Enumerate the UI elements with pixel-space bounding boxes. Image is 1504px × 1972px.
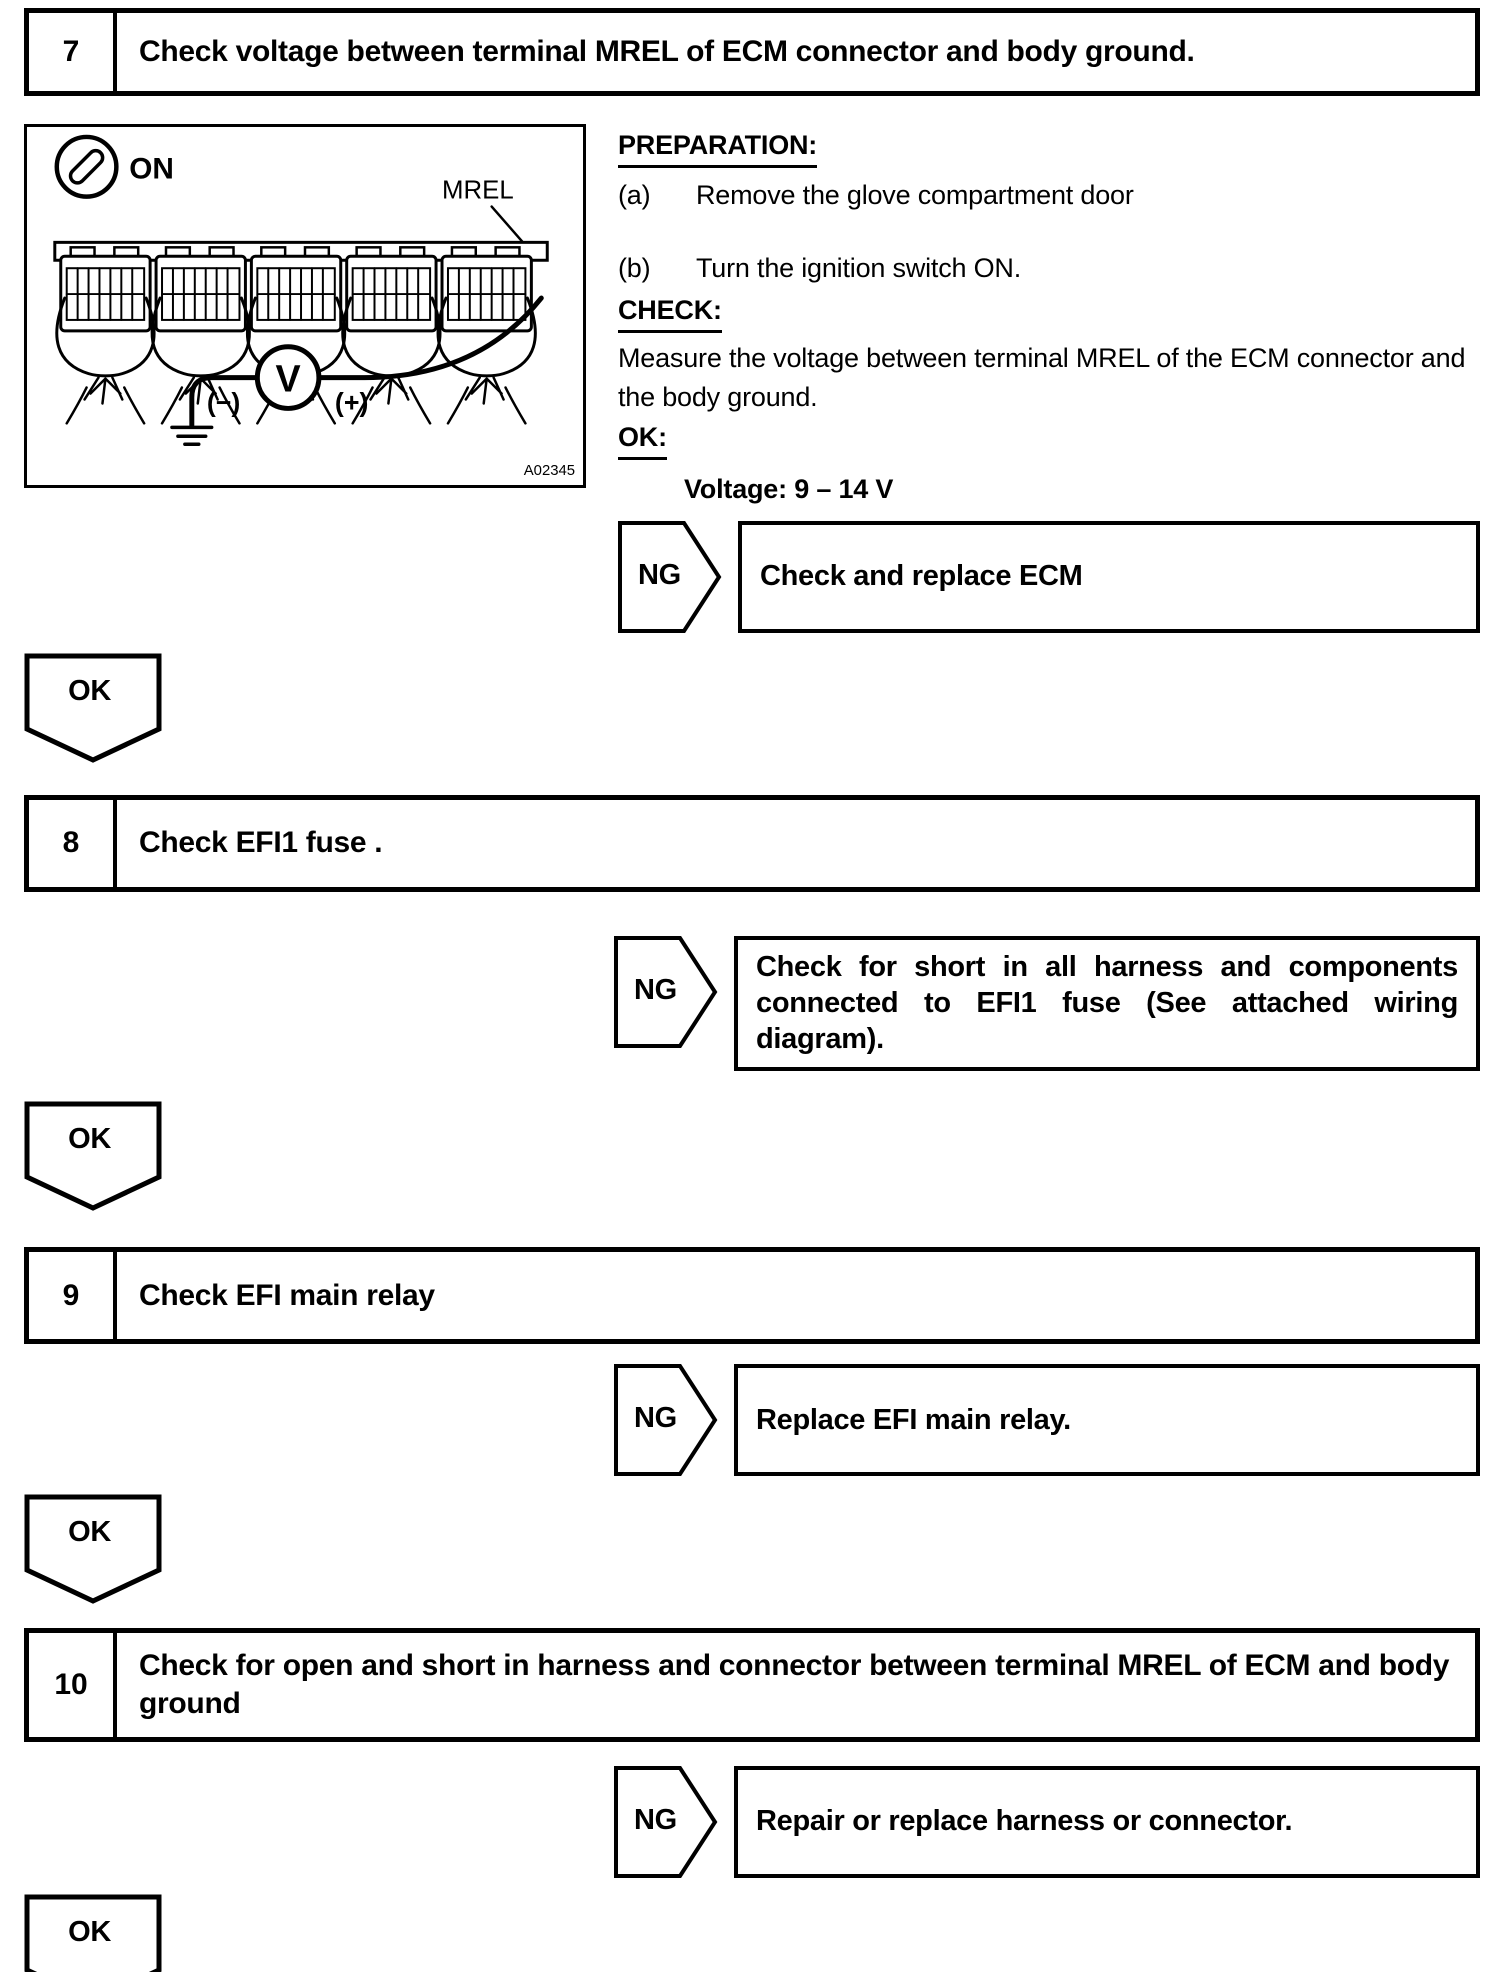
ok-label: OK: [68, 674, 112, 707]
ok-heading: OK:: [618, 418, 667, 460]
ng-branch-step-7: [618, 521, 1480, 633]
ok-arrow-tag: [24, 1101, 162, 1211]
ok-pentagon-icon: [24, 653, 162, 763]
step-10-header: [24, 1628, 1480, 1742]
step-title: Check for open and short in harness and connector between terminal MREL of ECM and body ground: [139, 1649, 1450, 1721]
ok-spec: Voltage: 9 – 14 V: [684, 474, 894, 505]
ng-arrow-tag: [614, 1766, 718, 1878]
prep-step-a-text: Remove the glove compartment door: [696, 180, 1134, 211]
step-7-instructions: [586, 124, 1480, 633]
prep-step-b-marker: (b): [618, 252, 651, 283]
prep-step-a-marker: (a): [618, 180, 651, 211]
meter-negative-label: (−): [206, 387, 241, 418]
step-number: 10: [29, 1633, 117, 1737]
check-heading: CHECK:: [618, 291, 722, 333]
prep-step-b-text: Turn the ignition switch ON.: [696, 252, 1022, 283]
ng-label: NG: [634, 1402, 677, 1435]
ignition-key-icon: [57, 137, 117, 197]
check-text: Measure the voltage between terminal MREL of the ECM connector and the body ground.: [618, 343, 1466, 412]
ok-arrow-tag: [24, 1894, 162, 1972]
ng-result-text: Check for short in all harness and components connected to EFI1 fuse (See attached wiring diagram).: [756, 950, 1458, 1055]
step-9-header: [24, 1247, 1480, 1344]
ng-label: NG: [638, 558, 681, 591]
ng-result-text: Check and replace ECM: [760, 559, 1083, 592]
ok-label: OK: [68, 1516, 112, 1549]
ng-result-box: [734, 936, 1480, 1072]
ng-branch-step-10: [614, 1766, 1480, 1878]
figure-code: A02345: [523, 463, 576, 480]
ignition-on-label: ON: [129, 152, 174, 186]
ng-result-text: Replace EFI main relay.: [756, 1403, 1071, 1436]
ok-arrow-tag: [24, 1494, 162, 1604]
ng-arrow-tag: [614, 936, 718, 1048]
prep-step-a: [618, 176, 1480, 214]
ng-label: NG: [634, 973, 677, 1006]
spacer: [618, 217, 1480, 247]
ng-branch-step-9: [614, 1364, 1480, 1476]
ok-label: OK: [68, 1123, 112, 1156]
meter-positive-label: (+): [334, 387, 369, 418]
voltmeter-symbol: V: [275, 357, 301, 400]
ng-result-box: [738, 521, 1480, 633]
step-title: Check EFI main relay: [139, 1279, 435, 1313]
ok-arrow-tag: [24, 653, 162, 763]
ng-arrow-tag: [618, 521, 722, 633]
ng-arrow-tag: [614, 1364, 718, 1476]
ng-result-box: [734, 1766, 1480, 1878]
ng-label: NG: [634, 1804, 677, 1837]
ng-branch-step-8: [614, 936, 1480, 1072]
mrel-terminal-label: MREL: [442, 176, 514, 205]
step-number: 7: [29, 13, 117, 91]
step-number: 9: [29, 1252, 117, 1339]
step-title: Check EFI1 fuse .: [139, 826, 383, 860]
ok-pentagon-icon: [24, 1494, 162, 1604]
step-7-body: [24, 124, 1480, 633]
step-number: 8: [29, 800, 117, 887]
step-title: Check voltage between terminal MREL of ECM connector and body ground.: [139, 35, 1195, 69]
ok-label: OK: [68, 1916, 112, 1949]
ng-result-text: Repair or replace harness or connector.: [756, 1805, 1293, 1838]
ecm-connector-figure: [24, 124, 586, 488]
prep-step-b: [618, 249, 1480, 287]
ok-pentagon-icon: [24, 1101, 162, 1211]
ng-result-box: [734, 1364, 1480, 1476]
step-7-header: [24, 8, 1480, 96]
ecm-connector-illustration: [27, 127, 583, 485]
step-8-header: [24, 795, 1480, 892]
ground-icon: [172, 427, 212, 444]
preparation-heading: PREPARATION:: [618, 126, 817, 168]
